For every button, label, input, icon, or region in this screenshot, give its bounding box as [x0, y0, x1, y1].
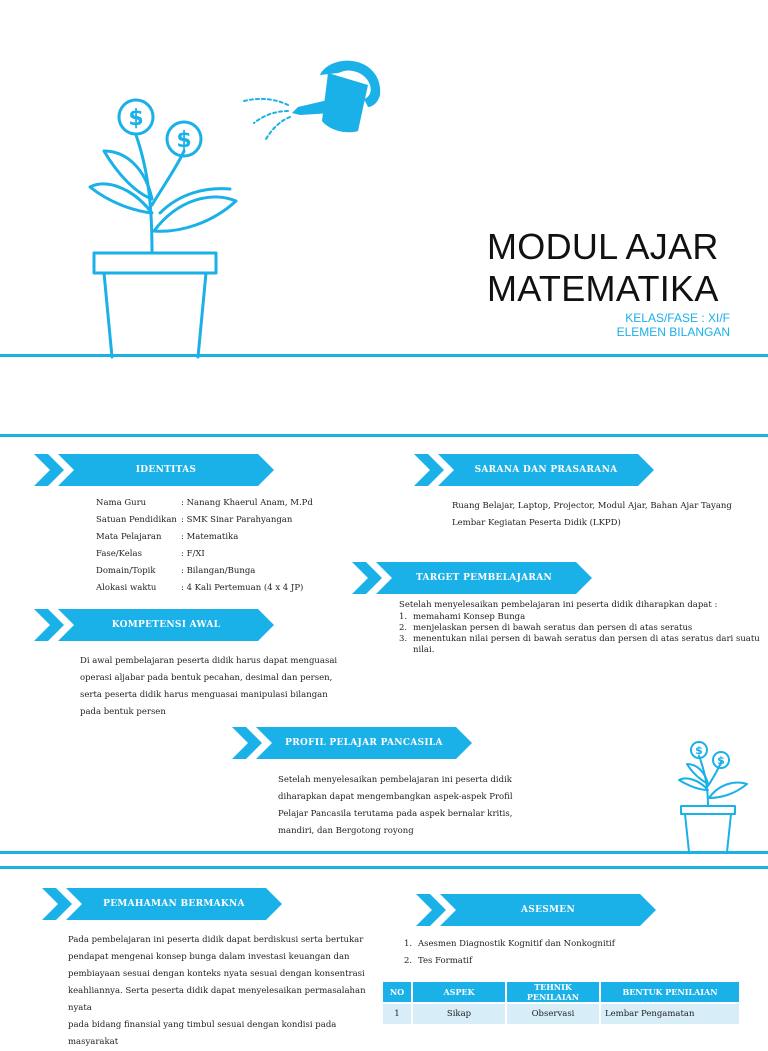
identitas-key: Domain/Topik [96, 566, 156, 576]
identitas-row [96, 498, 313, 515]
target-list [399, 612, 761, 656]
kompetensi-text: Di awal pembelajaran peserta didik harus dapat menguasai operasi aljabar pada bentuk pecahan, desimal dan persen, serta peserta didik harus menguasai manipulasi bilangan pada bentuk persen [80, 656, 338, 717]
divider-line [0, 434, 768, 437]
ribbon-target [352, 562, 592, 594]
svg-text:$: $ [695, 744, 703, 757]
cover-title-line2: MATEMATIKA [487, 268, 719, 309]
table-cell: 1 [383, 1004, 411, 1024]
dollar-coin-icon [119, 100, 153, 134]
identitas-value: : Bilangan/Bunga [181, 566, 256, 576]
table-header: ASPEK [413, 982, 505, 1002]
svg-text:$: $ [176, 128, 192, 153]
ribbon-kompetensi [34, 609, 274, 641]
identitas-value: : 4 Kali Pertemuan (4 x 4 JP) [181, 583, 304, 593]
list-item: 2. menjelaskan persen di bawah seratus dan persen di atas seratus [399, 623, 693, 633]
divider-line [0, 851, 768, 854]
cover-title [487, 226, 757, 310]
table-cell: Sikap [413, 1004, 505, 1024]
asesmen-list [404, 936, 734, 970]
identitas-value: : Matematika [181, 532, 239, 542]
identitas-value: : Nanang Khaerul Anam, M.Pd [181, 498, 313, 508]
identitas-value: : F/XI [181, 549, 205, 559]
svg-text:$: $ [717, 754, 725, 767]
identitas-row [96, 532, 313, 549]
identitas-table [96, 498, 313, 600]
table-cell: Lembar Pengamatan [601, 1004, 739, 1024]
table-header: BENTUK PENILAIAN [601, 982, 739, 1002]
table-header: NO [383, 982, 411, 1002]
sarana-line: Lembar Kegiatan Peserta Didik (LKPD) [452, 518, 621, 528]
list-item: 2. Tes Formatif [404, 956, 473, 966]
section-heading: PROFIL PELAJAR PANCASILA [285, 738, 443, 748]
money-plant-icon [80, 95, 260, 360]
money-plant-icon [675, 740, 755, 855]
cover-subtitle-element: ELEMEN BILANGAN [616, 325, 730, 339]
list-item: 1. memahami Konsep Bunga [399, 612, 526, 622]
watering-can-icon [240, 55, 390, 155]
identitas-key: Fase/Kelas [96, 549, 142, 559]
list-item: 3. menentukan nilai persen di bawah seratus dan persen di atas seratus dari suatu nilai. [399, 634, 760, 655]
section-heading: TARGET PEMBELAJARAN [415, 573, 553, 583]
svg-text:$: $ [128, 106, 144, 131]
identitas-key: Alokasi waktu [96, 583, 157, 593]
cover-subtitle-class: KELAS/FASE : XI/F [625, 311, 730, 325]
ribbon-profil [232, 727, 472, 759]
ribbon-identitas [34, 454, 274, 486]
sarana-line: Ruang Belajar, Laptop, Projector, Modul Ajar, Bahan Ajar Tayang [452, 501, 732, 511]
target-intro: Setelah menyelesaikan pembelajaran ini peserta didik diharapkan dapat : [399, 600, 718, 610]
asesmen-table [381, 980, 741, 1026]
ribbon-asesmen [416, 894, 656, 926]
identitas-value: : SMK Sinar Parahyangan [181, 515, 293, 525]
cover-title-line1: MODUL AJAR [487, 226, 719, 267]
ribbon-pemahaman [42, 888, 282, 920]
table-row [383, 1004, 739, 1024]
section-heading: PEMAHAMAN BERMAKNA [103, 899, 245, 909]
section-heading: ASESMEN [521, 905, 575, 915]
pemahaman-text: Pada pembelajaran ini peserta didik dapat berdiskusi serta bertukar pendapat mengenai konsep bunga dalam investasi keuangan dan pembiayaan sesuai dengan konteks nyata sesuai dengan konsentrasi keahliannya. Serta peserta didik dapat menyelesaikan permasalahan nyata pada bidang finansial yang timbul sesuai dengan kondisi pada masyarakat [68, 935, 366, 1047]
identitas-key: Mata Pelajaran [96, 532, 162, 542]
section-heading: IDENTITAS [135, 465, 197, 475]
ribbon-sarana [414, 454, 654, 486]
profil-text: Setelah menyelesaikan pembelajaran ini peserta didik diharapkan dapat mengembangkan aspek-aspek Profil Pelajar Pancasila terutama pada aspek bernalar kritis, mandiri, dan Bergotong royong [278, 775, 513, 836]
table-header: TEHNIK PENILAIAN [507, 982, 599, 1002]
table-header-row [383, 982, 739, 1002]
identitas-row [96, 515, 313, 532]
identitas-row [96, 583, 313, 600]
dollar-coin-icon [167, 122, 201, 156]
identitas-row [96, 566, 313, 583]
section-heading: KOMPETENSI AWAL [111, 620, 221, 630]
table-cell: Observasi [507, 1004, 599, 1024]
identitas-key: Nama Guru [96, 498, 147, 508]
identitas-key: Satuan Pendidikan [96, 515, 177, 525]
divider-line [0, 354, 768, 357]
identitas-row [96, 549, 313, 566]
divider-line [0, 866, 768, 869]
section-heading: SARANA DAN PRASARANA [474, 465, 618, 475]
list-item: 1. Asesmen Diagnostik Kognitif dan Nonkognitif [404, 939, 615, 949]
